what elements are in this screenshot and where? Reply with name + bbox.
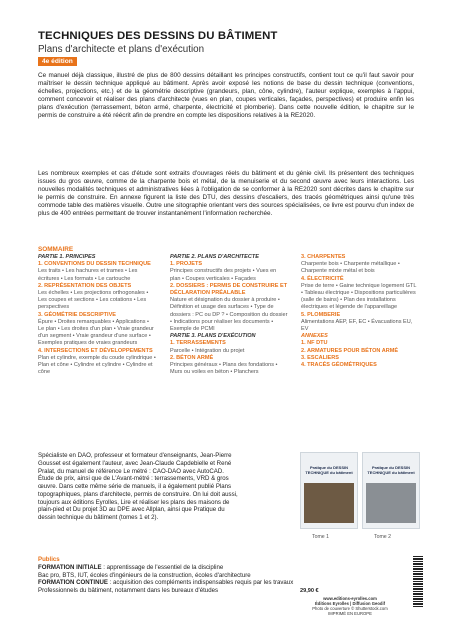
sommaire-sec: 4. ÉLECTRICITÉ <box>301 275 344 282</box>
photo-credits: Photo de couverture © Shutterstock.com <box>312 606 388 611</box>
sommaire-sec: 1. TERRASSEMENTS <box>170 340 226 347</box>
sommaire-column-2 <box>170 254 288 376</box>
sommaire-items: Alimentations AEP, EF, EC • Évacuations EU, EV <box>301 318 413 333</box>
sommaire-sec: 2. BÉTON ARMÉ <box>170 354 214 361</box>
book-title: TECHNIQUES DES DESSINS DU BÂTIMENT <box>38 30 278 42</box>
intro-paragraph-2: Les nombreux exemples et cas d'étude sont extraits d'ouvrages réels du bâtiment et du génie civil. Ils présentent des techniques issues du gros œuvre, comme de la charpente bois et métal, de la menuiserie et du second œuvre avec leurs interactions. Les nouvelles modalités techniques et administratives liées à l'obligation de se conformer à la RE2020 sont décrites dans le chapitre sur le permis de construire. En annexe figurent la liste des DTU, des dessins d'escaliers, des tracés géométriques ainsi qu'une très commode table des matières visuelle. Outre une sitographie orientant vers des sources spécialisées, ce livre est pourvu d'un index de plus de 400 entrées permettant de trouver instantanément l'information recherchée. <box>38 170 414 218</box>
sommaire-sec: 4. INTERSECTIONS ET DÉVELOPPEMENTS <box>38 347 153 354</box>
sommaire-items: Les échelles • Les projections orthogonales • Les coupes et sections • Les cotations • Les perspectives <box>38 290 149 311</box>
sommaire-sec: 2. ARMATURES POUR BÉTON ARMÉ <box>301 347 399 354</box>
book-cover-tome-2 <box>362 452 420 529</box>
publisher-name: Éditions Eyrolles | Diffusion Geodif <box>314 601 386 606</box>
publics-heading: Publics <box>38 556 60 563</box>
tome-1-label: Tome 1 <box>312 534 330 540</box>
publisher-footer <box>300 596 400 616</box>
related-books <box>300 452 420 540</box>
sommaire-part: PARTIE 1. PRINCIPES <box>38 254 96 260</box>
sommaire-sec: 1. NF DTU <box>301 340 328 347</box>
book-subtitle: Plans d'architecte et plans d'exécution <box>38 44 205 55</box>
sommaire-sec: 4. TRACÉS GÉOMÉTRIQUES <box>301 362 377 369</box>
formation-continue-detail: Professionnels du bâtiment, notamment dans les bureaux d'études <box>38 587 219 595</box>
sommaire-sec: 3. CHARPENTES <box>301 254 346 260</box>
publics-section <box>38 556 418 595</box>
sommaire-items: Les traits • Les hachures et trames • Les écritures • Les formats • Le cartouche <box>38 268 138 282</box>
sommaire-items: Principes généraux • Plans des fondations • Murs ou voiles en béton • Planchers <box>170 362 278 376</box>
sommaire-sec: 2. DOSSIERS : PERMIS DE CONSTRUIRE ET DÉCLARATION PRÉALABLE <box>170 282 288 297</box>
sommaire-items: Épure • Droites remarquables • Applications • Le plan • Les droites d'un plan • Vraie grandeur d'un segment • Vraie grandeur d'une surface • Exemples pratiques de vraies grandeurs <box>38 318 154 347</box>
sommaire-sec: 2. REPRÉSENTATION DES OBJETS <box>38 282 132 289</box>
sommaire-part: PARTIE 2. PLANS D'ARCHITECTE <box>170 254 259 260</box>
fi-label: FORMATION INITIALE <box>38 563 102 571</box>
sommaire-ann: ANNEXES <box>301 333 328 340</box>
sommaire-sec: 3. ESCALIERS <box>301 354 339 361</box>
sommaire-sec: 1. PROJETS <box>170 261 203 268</box>
book-cover-tome-1 <box>300 452 358 529</box>
formation-initiale-detail: Bac pro, BTS, IUT, écoles d'ingénieurs de la construction, écoles d'architecture <box>38 571 251 579</box>
sommaire-items: Nature et désignation du dossier à produire • Définition et usage des surfaces • Type de dossiers : PC ou DP ? • Composition du dossier • Indications pour réaliser les documents • Exemple de PCMI <box>170 297 288 333</box>
sommaire-part: PARTIE 3. PLANS D'EXÉCUTION <box>170 333 256 340</box>
sommaire-column-3 <box>301 254 417 369</box>
sommaire-items: Plan et cylindre, exemple du coude cylindrique • Plan et cône • Cylindre et cylindre • Cylindre et cône <box>38 354 156 376</box>
fc-label: FORMATION CONTINUE <box>38 579 108 587</box>
sommaire-items: Charpente bois • Charpente métallique • Charpente mixte métal et bois <box>301 261 400 275</box>
website-link[interactable]: www.editions-eyrolles.com <box>323 596 377 601</box>
sommaire-sec: 3. GÉOMÉTRIE DESCRIPTIVE <box>38 311 116 318</box>
fc-text: : acquisition des compléments indispensables requis par les travaux <box>107 579 294 587</box>
sommaire-items: Principes constructifs des projets • Vues en plan • Coupes verticales • Façades <box>170 268 277 282</box>
fi-text: : apprentissage de l'essentiel de la discipline <box>101 563 224 571</box>
sommaire-items: Parcelle • Intégration du projet <box>170 347 245 354</box>
sommaire-sec: 1. CONVENTIONS DU DESSIN TECHNIQUE <box>38 261 151 268</box>
book-cover-title: Pratique du DESSIN TECHNIQUE du bâtiment <box>367 465 415 475</box>
sommaire-column-1 <box>38 254 156 376</box>
book-cover-photo <box>304 483 354 523</box>
price: 29,90 € <box>300 588 319 594</box>
intro-paragraph-1: Ce manuel déjà classique, illustré de plus de 800 dessins détaillant les principes constructifs, contient tout ce qu'il faut savoir pour maîtriser le dessin technique appliqué au bâtiment. Après avoir exposé les notions de base du dessin technique (conventions, échelles, projections, etc.) et de la géométrie descriptive (grandeurs, plan, cône, cylindre), l'auteur explique, exemples à l'appui, comment concevoir et réaliser des plans d'architecte (vues en plan, coupes verticales, façades, perspectives) et produire enfin les plans d'exécution (terrassement, béton armé, charpente, électricité et plomberie). Dans cette nouvelle édition, le chapitre sur le permis de construire a été réécrit afin de prendre en compte les dispositions relatives à la RE2020. <box>38 72 414 120</box>
isbn-barcode <box>413 556 423 608</box>
sommaire-items: Prise de terre • Gaine technique logement GTL • Tableau électrique • Dispositions particulières (salle de bains) • Plan des installations électriques et légende de l'appareillage <box>301 282 417 311</box>
formation-initiale-line <box>38 564 418 572</box>
author-bio: Spécialiste en DAO, professeur et formateur d'enseignants, Jean-Pierre Gousset est également l'auteur, avec Jean-Claude Capdebielle et René Pralat, du manuel de référence Le métré : CAO-DAO avec AutoCAD. Étude de prix, ainsi que de L'Avant-métré : terrassements, VRD & gros œuvre. Dans cette même série de manuels, il a également publié Plans topographiques, plans d'architecte, permis de construire. On lui doit aussi, toujours aux éditions Eyrolles, Lire et réaliser les plans des maisons de plain-pied et Du projet 3D au DPE avec Allplan, ainsi que Pratique du dessin technique du bâtiment (tomes 1 et 2). <box>38 452 238 521</box>
sommaire-sec: 5. PLOMBERIE <box>301 311 341 318</box>
book-cover-title: Pratique du DESSIN TECHNIQUE du bâtiment <box>305 465 353 475</box>
tome-2-label: Tome 2 <box>374 534 392 540</box>
book-cover-photo <box>366 483 416 523</box>
sommaire-heading: SOMMAIRE <box>38 246 74 253</box>
printed-in: IMPRIMÉ EN EUROPE <box>328 611 372 616</box>
edition-badge: 4e édition <box>38 57 77 66</box>
formation-continue-line <box>38 579 418 587</box>
